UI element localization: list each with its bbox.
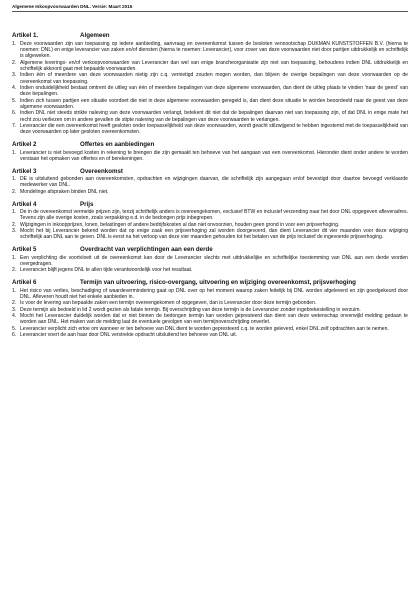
item-number: 3. bbox=[12, 72, 17, 79]
article-section bbox=[12, 32, 408, 136]
item-text: Leverancier verplicht zich ertoe om wanneer er ten behoeve van DNL dient te worden gepresteerd c.q. te worden geleverd, enkel DNL zelf opdrachten aan te nemen. bbox=[20, 325, 389, 332]
item-number: 7. bbox=[12, 122, 17, 129]
item-number: 2. bbox=[12, 221, 17, 228]
article-items bbox=[12, 41, 408, 136]
item-number: 2. bbox=[12, 59, 17, 66]
item-text: Is voor de levering van bepaalde zaken een termijn overeengekomen of opgegeven, dan is Leverancier door deze termijn gebonden. bbox=[20, 300, 317, 307]
article-title: Overeenkomst bbox=[80, 167, 123, 175]
item-text: Deze voorwaarden zijn van toepassing op iedere aanbieding, aanvraag en overeenkomst tussen de besloten vennootschap DUKMAN KUNSTSTOFFEN B.V. (hierna te noemen: DNL) en enige leverancier van zaken en/of diensten (hierna te noemen: Leverancier), voor zover van deze voorwaarden niet door partijen uitdrukkelijk en schriftelijk is afgeweken. bbox=[20, 40, 408, 60]
item-number: 1. bbox=[12, 209, 17, 216]
item-number: 1. bbox=[12, 254, 17, 261]
item-number: 2. bbox=[12, 300, 17, 307]
item-text: Leverancier is niet bevoegd kosten in rekening te brengen die zijn gemaakt ten behoeve van het aangaan van een overeenkomst. Hieronder dient onder andere te worden verstaan het opmaken van offertes en of berekeningen. bbox=[20, 149, 408, 162]
item-text: DE is uitsluitend gebonden aan overeenkomsten, opdrachten en wijzigingen daarvan, die schriftelijk zijn aangegaan en/of bevestigd door daartoe bevoegd verklaarde medewerker van DNL. bbox=[20, 176, 408, 189]
list-item bbox=[12, 209, 408, 222]
article-number: Artikel 1. bbox=[12, 32, 39, 39]
article-section bbox=[12, 168, 408, 196]
article-title: Algemeen bbox=[80, 32, 110, 39]
item-text: Mocht het bij Leverancier bekend worden dat op enige zaak een prijsverhoging zal worden doorgevoerd, dan dient Leverancier dit vier maanden voor deze wijziging schriftelijk aan DNL aan te geven. DNL is eerst na het verloop van deze vier maanden gehouden tot het betalen van de prijs inclusief de ingevoerde prijsverhoging. bbox=[20, 228, 408, 241]
list-item bbox=[12, 60, 408, 73]
article-title: Prijs bbox=[80, 200, 94, 208]
item-number: 2. bbox=[12, 188, 17, 195]
item-number: 1. bbox=[12, 176, 17, 183]
article-number: Artikel 6 bbox=[12, 279, 37, 287]
item-text: De in de overeenkomst vermelde prijzen zijn, tenzij schriftelijk anders is overeengekomen, exclusief BTW en inclusief verzending naar het door DNL opgegeven afleveradres. Tevens zijn alle overige kosten, zoals verpakking e.d. in de bedongen prijs inbegrepen. bbox=[20, 209, 408, 222]
item-text: Wijzigingen in inkoopprijzen, lonen, belastingen of andere bedrijfskosten al dan niet onvoorzien, houden geen grond in voor een prijsverhoging. bbox=[20, 221, 340, 228]
list-item bbox=[12, 176, 408, 189]
article-section bbox=[12, 279, 408, 338]
article-section bbox=[12, 246, 408, 274]
item-text: Het risico van verlies, beschadiging of waardevermindering gaat op DNL over op het moment waarop zaken feitelijk bij DNL worden afgeleverd en zijn goedgekeurd door DNL. Afleveren houdt niet het enkele aanbieden in. bbox=[20, 287, 408, 300]
list-item bbox=[12, 189, 408, 195]
item-number: 5. bbox=[12, 325, 17, 332]
document-header: Algemene Inkoopvoorwaarden DNL. Versie: Maart 2016 bbox=[12, 4, 408, 12]
list-item bbox=[12, 72, 408, 85]
list-item bbox=[12, 98, 408, 111]
item-text: Deze termijn als bedoeld in lid 2 wordt gezien als fatale termijn. Bij overschrijding van deze termijn is de Leverancier zonder ingebrekestelling in verzuim. bbox=[20, 306, 361, 313]
item-number: 1. bbox=[12, 287, 17, 294]
item-text: Indien zich tussen partijen een situatie voordoet die niet in deze algemene voorwaarden geregeld is, dan dient deze situatie te worden beoordeeld naar de geest van deze algemene voorwaarden. bbox=[20, 97, 408, 110]
list-item bbox=[12, 332, 408, 338]
list-item bbox=[12, 255, 408, 268]
item-number: 1. bbox=[12, 40, 17, 47]
list-item bbox=[12, 41, 408, 60]
article-items bbox=[12, 209, 408, 241]
article-title: Overdracht van verplichtingen aan een derde bbox=[80, 246, 213, 254]
list-item bbox=[12, 267, 408, 273]
article-heading bbox=[12, 168, 408, 175]
article-number: Artikel 4 bbox=[12, 200, 37, 208]
list-item bbox=[12, 228, 408, 241]
article-number: Artikel 5 bbox=[12, 246, 37, 254]
list-item bbox=[12, 313, 408, 326]
article-title: Offertes en aanbiedingen bbox=[80, 141, 155, 149]
item-text: Indien één of meerdere van deze voorwaarden nietig zijn c.q. vernietigd zouden mogen worden, dan blijven de overige bepalingen van deze voorwaarden op de overeenkomst van toepassing. bbox=[20, 72, 408, 85]
article-items bbox=[12, 255, 408, 274]
list-item bbox=[12, 85, 408, 98]
article-heading bbox=[12, 279, 408, 286]
article-heading bbox=[12, 141, 408, 148]
list-item bbox=[12, 123, 408, 136]
article-number: Artikel 2 bbox=[12, 141, 37, 149]
item-text: Mocht het Leverancier duidelijk worden dat er niet binnen de bedongen termijn kan worden gepresteerd dan dient van deze wetenschap onverwijld melding gedaan te worden aan DNL. Het maken van de melding laat de eventuele gevolgen van een termijnoverschrijding onverlet. bbox=[20, 312, 408, 326]
item-number: 6. bbox=[12, 110, 17, 117]
item-number: 4. bbox=[12, 84, 17, 91]
item-text: Algemene leverings- en/of verkoopvoorwaarden van Leverancier dan wel van enige brancheorganisatie zijn niet van toepassing, behoudens indien DNL uitdrukkelijk en schriftelijk akkoord gaat met bepaalde voorwaarden. bbox=[20, 59, 408, 72]
item-text: Indien onduidelijkheid bestaat omtrent de uitleg van één of meerdere bepalingen van deze algemene voorwaarden, dan dient de uitleg plaats te vinden 'naar de geest' van deze bepalingen. bbox=[20, 84, 408, 98]
article-section bbox=[12, 201, 408, 241]
item-text: Een verplichting die voortvloeit uit de overeenkomst kan door de Leverancier slechts met uitdrukkelijke en schriftelijke toestemming van DNL aan een derde worden overgedragen. bbox=[20, 254, 408, 267]
item-number: 1. bbox=[12, 149, 17, 156]
article-heading bbox=[12, 32, 408, 39]
item-number: 2. bbox=[12, 267, 17, 274]
article-items bbox=[12, 150, 408, 163]
list-item bbox=[12, 150, 408, 163]
item-number: 3. bbox=[12, 306, 17, 313]
list-item bbox=[12, 110, 408, 123]
item-number: 3. bbox=[12, 228, 17, 235]
item-text: Indien DNL niet steeds strikte naleving van deze voorwaarden verlangt, betekent dit niet dat de bepalingen daarvan niet van toepassing zijn, of dat DNL in enige mate het recht zou verliezen om in andere gevallen de stipte naleving van de bepalingen van deze voorwaarden te verlangen. bbox=[20, 110, 408, 123]
item-text: Leverancier blijft jegens DNL te allen tijde verantwoordelijk voor het resultaat. bbox=[20, 267, 193, 274]
article-items bbox=[12, 176, 408, 195]
item-number: 6. bbox=[12, 331, 17, 338]
article-title: Termijn van uitvoering, risico-overgang, uitvoering en wijziging overeenkomst, prijsverhoging bbox=[80, 279, 356, 287]
item-number: 5. bbox=[12, 97, 17, 104]
article-items bbox=[12, 288, 408, 339]
article-section bbox=[12, 141, 408, 162]
article-heading bbox=[12, 201, 408, 208]
item-text: Mondelinge afspraken binden DNL niet. bbox=[20, 188, 109, 195]
article-number: Artikel 3 bbox=[12, 167, 37, 175]
article-heading bbox=[12, 246, 408, 253]
articles-container bbox=[12, 32, 408, 338]
item-text: Leverancier voert de aan haar door DNL verstrekte opdracht uitsluitend ten behoeve van DNL uit. bbox=[20, 331, 238, 338]
list-item bbox=[12, 288, 408, 301]
item-text: Leverancier die een overeenkomst heeft gesloten onder toepasselijkheid van deze voorwaarden, wordt geacht stilzwijgend te hebben ingestemd met de toepasselijkheid van deze voorwaarden op later gesloten overeenkomsten. bbox=[20, 122, 408, 136]
item-number: 4. bbox=[12, 312, 17, 319]
